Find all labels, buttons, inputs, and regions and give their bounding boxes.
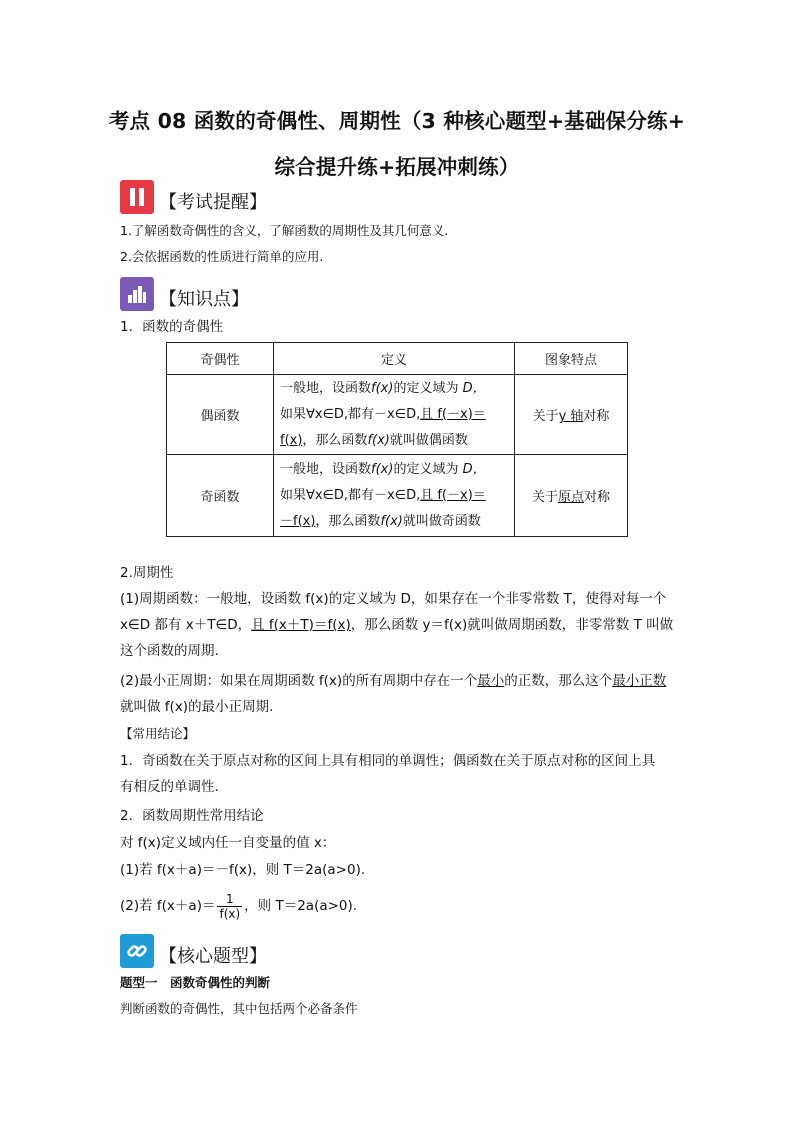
row-definition: 一般地，设函数f(x)的定义域为 D， 如果∀x∈D,都有－x∈D,且 f(－x)＝ －f(x)，那么函数f(x)就叫做奇函数 xyxy=(274,455,515,537)
period-paragraph-1: (1)周期函数：一般地，设函数 f(x)的定义域为 D，如果存在一个非零常数 T，使得对每一个 x∈D 都有 x＋T∈D，且 f(x＋T)＝f(x)，那么函数 y＝f(x)就叫做周期函数，非零常数 T 叫做 这个函数的周期. xyxy=(120,591,674,659)
conclusion-2: 2．函数周期性常用结论 xyxy=(120,808,264,824)
link-icon xyxy=(120,934,154,968)
conclusions-heading: 【常用结论】 xyxy=(120,726,196,741)
table-row xyxy=(167,375,628,455)
parity-table xyxy=(166,342,628,537)
title-line-2: 综合提升练+拓展冲刺练） xyxy=(274,155,520,179)
table-row xyxy=(167,455,628,537)
reminder-item-1: 1.了解函数奇偶性的含义，了解函数的周期性及其几何意义. xyxy=(120,223,449,238)
page-title xyxy=(100,98,694,190)
parity-heading: 1．函数的奇偶性 xyxy=(120,319,224,335)
row-feature: 关于原点对称 xyxy=(515,455,628,537)
header-graph-feature: 图象特点 xyxy=(515,343,628,375)
section-label-knowledge: 【知识点】 xyxy=(159,289,249,310)
conclusion-4: (1)若 f(x＋a)＝－f(x)，则 T＝2a(a>0). xyxy=(120,862,366,878)
section-header-reminder xyxy=(120,180,267,214)
table-header-row xyxy=(167,343,628,375)
row-name: 奇函数 xyxy=(167,455,274,537)
row-feature: 关于y 轴对称 xyxy=(515,375,628,455)
section-header-knowledge xyxy=(120,277,249,311)
bar-chart-icon xyxy=(120,277,154,311)
pause-bars-icon xyxy=(120,180,154,214)
period-paragraph-2: (2)最小正周期：如果在周期函数 f(x)的所有周期中存在一个最小的正数，那么这个最小正数 就叫做 f(x)的最小正周期. xyxy=(120,673,667,715)
type-1-description: 判断函数的奇偶性，其中包括两个必备条件 xyxy=(120,1001,358,1016)
row-name: 偶函数 xyxy=(167,375,274,455)
section-header-core xyxy=(120,934,267,968)
conclusion-3: 对 f(x)定义域内任一自变量的值 x： xyxy=(120,835,336,851)
type-1-heading: 题型一 函数奇偶性的判断 xyxy=(120,975,271,990)
reminder-item-2: 2.会依据函数的性质进行简单的应用. xyxy=(120,249,324,264)
section-label-core: 【核心题型】 xyxy=(159,946,267,967)
title-line-1: 考点 08 函数的奇偶性、周期性（3 种核心题型+基础保分练+ xyxy=(108,109,686,133)
conclusion-1: 1．奇函数在关于原点对称的区间上具有相同的单调性；偶函数在关于原点对称的区间上具 有相反的单调性. xyxy=(120,753,656,795)
fraction: $\frac{1}{f(x)}$ xyxy=(219,891,241,921)
header-definition: 定义 xyxy=(274,343,515,375)
header-parity: 奇偶性 xyxy=(167,343,274,375)
period-heading: 2.周期性 xyxy=(120,565,174,581)
row-definition: 一般地，设函数f(x)的定义域为 D， 如果∀x∈D,都有－x∈D,且 f(－x)＝ f(x)，那么函数f(x)就叫做偶函数 xyxy=(274,375,515,455)
conclusion-5: (2)若 f(x＋a)＝ $\frac{1}{f(x)}$ ，则 T＝2a(a>0). xyxy=(120,891,358,921)
section-label-reminder: 【考试提醒】 xyxy=(159,192,267,213)
